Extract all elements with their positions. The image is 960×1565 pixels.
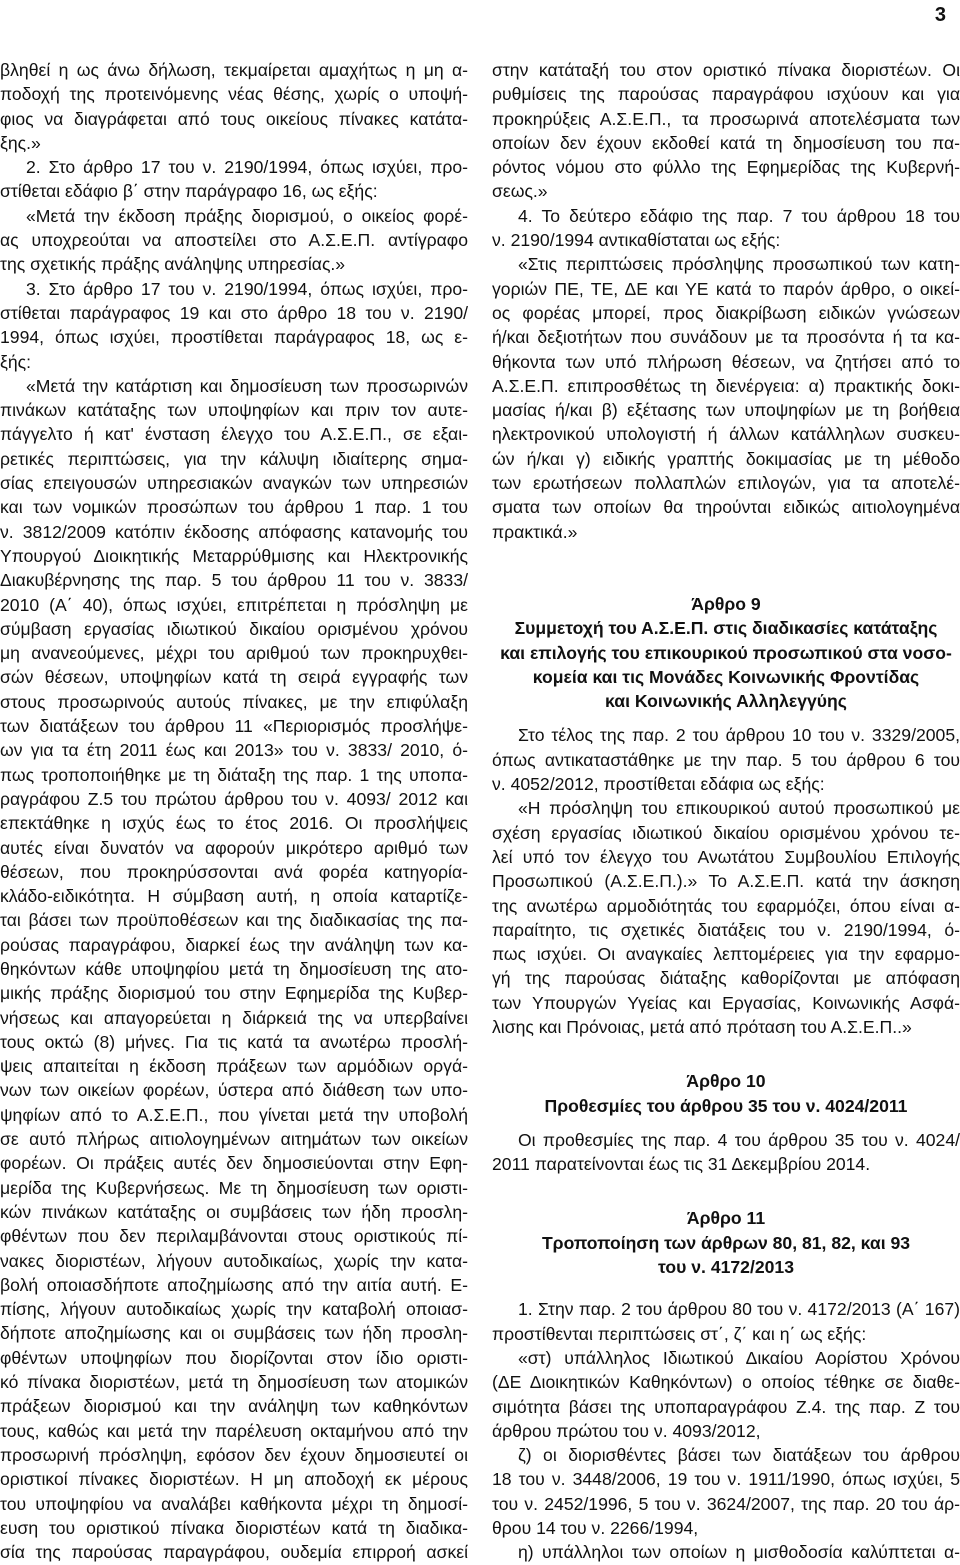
text-line: κλάδο-ειδικότητα. Η σύμβαση αυτή, η οποία καταρτίζε- — [0, 886, 468, 907]
text-line: 1. Στην παρ. 2 του άρθρου 80 του ν. 4172/2013 (Α΄ 167) — [518, 1299, 960, 1320]
text-line: λεί υπό τον έλεγχο του Ανωτάτου Συμβουλίου Επιλογής — [492, 846, 960, 867]
text-line: Προσωπικού (Α.Σ.Ε.Π.).» Το Α.Σ.Ε.Π. κατά την άσκηση — [492, 871, 960, 892]
spacer — [492, 1279, 960, 1297]
text-line: φορέων. Οι πράξεις αυτές δεν δημοσιεύονται στην Εφη- — [0, 1153, 468, 1174]
text-line: κών πινάκων κατάταξης οι συμβάσεις των ήδη προσλη- — [0, 1201, 468, 1222]
text-line: ται βάσει των προϋποθέσεων και της διαδικασίας της πα- — [0, 910, 468, 931]
spacer — [492, 1118, 960, 1128]
text-line: γοριών ΠΕ, ΤΕ, ΔΕ και ΥΕ κατά το παρόν άρθρο, ο οικεί- — [492, 278, 960, 299]
text-line: όπως αντικαταστάθηκε με την παρ. 5 του άρθρου 6 του — [492, 749, 960, 770]
article-10-title: Άρθρο 10 — [686, 1071, 766, 1092]
left-column — [0, 58, 468, 1564]
text-line: θρου 14 του ν. 2266/1994, — [492, 1518, 699, 1539]
text-line: 2. Στο άρθρο 17 του ν. 2190/1994, όπως ισχύει, προ- — [26, 157, 468, 178]
text-line: ηλεκτρονικού υπολογιστή ή άλλων κατάλληλων συσκευ- — [492, 424, 960, 445]
text-line: πρακτικά.» — [492, 521, 578, 542]
text-line: ξής: — [0, 351, 32, 372]
text-line: μικής πράξης διορισμού του στην Εφημερίδα της Κυβερ- — [0, 983, 468, 1004]
text-line: ψηφίων από το Α.Σ.Ε.Π., που γίνεται μετά την υποβολή — [0, 1104, 468, 1125]
text-line: ος φορέας μπορεί, προς διακρίβωση ειδικών γνώσεων — [492, 302, 960, 323]
text-line: σών θέσεων, υποψηφίων κατά τη σειρά εγγραφής των — [0, 667, 468, 688]
text-line: Οι προθεσμίες της παρ. 4 του άρθρου 35 του ν. 4024/ — [518, 1129, 960, 1150]
text-line: πως τροποποιήθηκε με τη διάταξη της παρ. 1 της υποπα- — [0, 764, 468, 785]
text-line: Στο τέλος της παρ. 2 του άρθρου 10 του ν. 3329/2005, — [518, 725, 960, 746]
text-line: πως ισχύει. Οι αναγκαίες λεπτομέρειες για την εφαρμο- — [492, 944, 960, 965]
text-line: προσωρινή πρόσληψη, εφόσον δεν έχουν δημοσιευτεί οι — [0, 1444, 468, 1465]
text-line: του ν. 2452/1996, 5 του ν. 3624/2007, της παρ. 20 του άρ- — [492, 1493, 960, 1514]
text-line: ραγράφου Ζ.5 του πρώτου άρθρου του ν. 4093/ 2012 και — [0, 788, 468, 809]
article-9-heading-line: και Κοινωνικής Αλληλεγγύης — [605, 691, 847, 712]
text-line: οποίων δεν έχουν εκδοθεί κατά τη δημοσίευση του πα- — [492, 132, 960, 153]
text-line: φθέντων που δεν περιλαμβάνονται στους οριστικούς πί- — [0, 1226, 468, 1247]
spacer — [492, 1039, 960, 1069]
text-line: τους οκτώ (8) μήνες. Για τις κατά τα ανωτέρω προσλή- — [0, 1031, 468, 1052]
spacer — [492, 544, 960, 592]
spacer — [492, 713, 960, 723]
text-line: πινάκων κατάταξης των υποψηφίων και πριν τον αυτε- — [0, 400, 468, 421]
text-line: στην κατάταξή του στον οριστικό πίνακα διοριστέων. Οι — [492, 60, 960, 80]
text-line: ών ή/και γ) ειδικής γραπτής δοκιμασίας με τη μέθοδο — [492, 448, 960, 469]
spacer — [492, 1176, 960, 1206]
text-line: ων για τα έτη 2011 έως και 2013» του ν. 3833/ 2010, ό- — [0, 740, 468, 761]
text-line: ξης.» — [0, 132, 41, 153]
text-line: φθέντων υποψηφίων που διορίζονται στον ίδιο οριστι- — [0, 1347, 468, 1368]
text-line: ν. 4052/2012, προστίθεται εδάφια ως εξής: — [492, 774, 825, 795]
text-line: «Μετά την έκδοση πράξης διορισμού, ο οικείος φορέ- — [26, 205, 468, 226]
text-line: προστίθενται περιπτώσεις στ΄, ζ΄ και η΄ ως εξής: — [492, 1323, 867, 1344]
text-line: «στ) υπάλληλος Ιδιωτικού Δικαίου Αορίστου Χρόνου — [518, 1347, 960, 1368]
text-line: βληθεί η ως άνω δήλωση, τεκμαίρεται αμαχήτως η μη α- — [0, 60, 468, 80]
text-line: ρυθμίσεις της παρούσας παραγράφου ισχύουν και για — [492, 84, 960, 105]
article-9-title: Άρθρο 9 — [691, 593, 761, 614]
article-11-title: Άρθρο 11 — [686, 1208, 766, 1229]
text-line: ν. 2190/1994 αντικαθίσταται ως εξής: — [492, 230, 781, 251]
text-line: μασίας ή/και β) εξέτασης των υποψηφίων με τη βοήθεια — [492, 400, 960, 421]
text-line: ευση του οριστικού πίνακα διοριστέων κατά τη διαδικα- — [0, 1517, 468, 1538]
text-line: «Μετά την κατάρτιση και δημοσίευση των προσωρινών — [26, 375, 468, 396]
text-line: φιος να διαγράφεται από τους οικείους πίνακες κατάτα- — [0, 108, 468, 129]
article-9-heading-line: Συμμετοχή του Α.Σ.Ε.Π. στις διαδικασίες κατάταξης — [514, 618, 938, 639]
text-line: και των νομικών προσώπων του άρθρου 1 παρ. 1 του — [0, 497, 468, 518]
text-line: ποδοχή της προτεινόμενης νέας θέσης, χωρίς ο υποψή- — [0, 84, 468, 105]
text-line: «Στις περιπτώσεις πρόσληψης προσωπικού των κατη- — [518, 254, 960, 275]
text-line: ας υποχρεούται να αποστείλει στο Α.Σ.Ε.Π. αντίγραφο — [0, 230, 468, 251]
text-line: 18 του ν. 3448/2006, 19 του ν. 1911/1990, όπως ισχύει, 5 — [492, 1469, 960, 1490]
text-line: Διακυβέρνησης της παρ. 5 του άρθρου 11 του ν. 3833/ — [0, 570, 468, 591]
text-line: της ανωτέρω αρμοδιότητάς του εφαρμόζει, όπου είναι α- — [492, 895, 960, 916]
text-line: στίθεται παράγραφος 19 και στο άρθρο 18 του ν. 2190/ — [0, 302, 468, 323]
text-line: του υποψηφίου να αναλάβει καθήκοντα μέχρι τη δημοσί- — [0, 1493, 468, 1514]
article-9-heading-line: κομεία και τις Μονάδες Κοινωνικής Φροντίδας — [532, 666, 920, 687]
article-11-heading-line: Τροποποίηση των άρθρων 80, 81, 82, και 93 — [541, 1232, 911, 1253]
text-line: άρθρου πρώτου του ν. 4093/2012, — [492, 1420, 761, 1441]
text-line: η) υπάλληλοι των οποίων η μισθοδοσία καλύπτεται α- — [518, 1542, 960, 1563]
text-line: Α.Σ.Ε.Π. επιπροσθέτως τη διενέργεια: α) πρακτικής δοκι- — [492, 375, 960, 396]
text-line: σματα των οποίων θα τηρούνται ειδικώς αιτιολογημένα — [492, 497, 960, 518]
article-10-heading-line: Προθεσμίες του άρθρου 35 του ν. 4024/2011 — [544, 1095, 908, 1116]
text-line: μη ανανεούμενες, μέχρι του αριθμού των προκηρυχθει- — [0, 643, 468, 664]
text-line: στίθεται εδάφιο β΄ στην παράγραφο 16, ως εξής: — [0, 181, 378, 202]
text-line: πάγγελτο ή κατ' ένσταση έλεγχο του Α.Σ.Ε.Π., σε εξαι- — [0, 424, 468, 445]
text-line: «Η πρόσληψη του επικουρικού αυτού προσωπικού με — [518, 798, 960, 819]
text-line: 2011 παρατείνονται έως τις 31 Δεκεμβρίου 2014. — [492, 1154, 871, 1175]
text-line: κό πίνακα διοριστέων, μετά τη δημοσίευση των ατομικών — [0, 1372, 468, 1393]
text-line: νων των οικείων φορέων, ύστερα από διάθεση των υπο- — [0, 1080, 468, 1101]
text-line: αυτές είναι δυνατόν να αφορούν μικρότερο αριθμό των — [0, 837, 468, 858]
text-line: λισης και Πρόνοιας, μετά από πρόταση του Α.Σ.Ε.Π..» — [492, 1016, 912, 1037]
text-line: σιμότητα βάσει της υποπαραγράφου Ζ.4. της παρ. Ζ του — [492, 1396, 960, 1417]
text-line: σίας επειγουσών υπηρεσιακών αναγκών των υπηρεσιών — [0, 473, 468, 494]
right-column — [492, 58, 960, 1565]
text-line: των ερωτήσεων πολλαπλών επιλογών, για τα αποτελέ- — [492, 473, 960, 494]
text-line: προκηρύξεις Α.Σ.Ε.Π., τα προσωρινά αποτελέσματα των — [492, 108, 960, 129]
text-line: σε αυτό πλήρως αιτιολογημένων αιτημάτων των οικείων — [0, 1129, 468, 1150]
text-line: νακες διοριστέων, λήγουν αυτοδικαίως, χωρίς την κατα- — [0, 1250, 468, 1271]
text-line: νήσεως και απαγορεύεται η διάρκειά της να υπερβαίνει — [0, 1007, 468, 1028]
text-line: των διατάξεων του άρθρου 11 «Περιορισμός προσλήψε- — [0, 716, 468, 737]
text-line: πίσης, λήγουν αυτοδικαίως χωρίς την καταβολή οποιασ- — [0, 1299, 468, 1320]
text-line: 3. Στο άρθρο 17 του ν. 2190/1994, όπως ισχύει, προ- — [26, 278, 468, 299]
text-line: τους, καθώς και μετά την παρέλευση οκταμήνου από την — [0, 1420, 468, 1441]
text-line: ψεις απαιτείται η έκδοση πράξεων των αρμόδιων οργά- — [0, 1056, 468, 1077]
text-line: δήποτε αποζημίωσης και οι συμβάσεις των ήδη προσλη- — [0, 1323, 468, 1344]
article-9-heading-line: και επιλογής του επικουρικού προσωπικού στα νοσο- — [500, 642, 952, 663]
text-line: θήκοντα των υπό πλήρωση θέσεων, να ζητήσει από το — [492, 351, 960, 372]
article-11-heading-line: του ν. 4172/2013 — [658, 1257, 794, 1278]
text-line: σύμβαση εργασίας ιδιωτικού δικαίου ορισμένου χρόνου — [0, 618, 468, 639]
text-line: Υπουργού Διοικητικής Μεταρρύθμισης και Ηλεκτρονικής — [0, 545, 468, 566]
text-line: σχέση εργασίας ιδιωτικού δικαίου ορισμένου χρόνου τε- — [492, 822, 960, 843]
text-line: των Υπουργών Υγείας και Εργασίας, Κοινωνικής Ασφά- — [492, 992, 960, 1013]
text-line: οριστικοί πίνακες διοριστέων. Η μη αποδοχή εκ μέρους — [0, 1469, 468, 1490]
text-line: ρετικές περιπτώσεις, για την κάλυψη ιδιαίτερης σημα- — [0, 448, 468, 469]
text-line: 2010 (Α΄ 40), όπως ισχύει, επιτρέπεται η πρόσληψη με — [0, 594, 468, 615]
text-line: θηκόντων κάθε υποψηφίου μετά τη δημοσίευση της ατο- — [0, 958, 468, 979]
text-line: ρόντος νόμου στο φύλλο της Εφημερίδας της Κυβερνή- — [492, 157, 960, 178]
text-line: παραίτητο, τις σχετικές διατάξεις του ν. 2190/1994, ό- — [492, 919, 960, 940]
text-line: μερίδα της Κυβερνήσεως. Με τη δημοσίευση των οριστι- — [0, 1177, 468, 1198]
text-line: στους προσωρινούς αυτούς πίνακες, με την επιφύλαξη — [0, 691, 468, 712]
text-line: ν. 3812/2009 κατόπιν έκδοσης απόφασης κατανομής του — [0, 521, 468, 542]
text-line: ή/και δεξιοτήτων που συνάδουν με τα προσόντα ή τα κα- — [492, 327, 960, 348]
text-line: γή της παρούσας διάταξης καθορίζονται με απόφαση — [492, 968, 960, 989]
text-line: σεως.» — [492, 181, 548, 202]
text-line: επεκτάθηκε η ισχύς έως το έτος 2016. Οι προσλήψεις — [0, 813, 468, 834]
text-line: (ΔΕ Διοικητικών Καθηκόντων) ο οποίος τέθηκε σε διαθε- — [492, 1372, 960, 1393]
text-line: ζ) οι διορισθέντες βάσει των διατάξεων του άρθρου — [518, 1445, 960, 1466]
text-line: θέσεων, που προκηρύσσονται ανά φορέα κατηγορία- — [0, 861, 468, 882]
text-line: βολή οποιασδήποτε αποζημίωσης από την αιτία αυτή. Ε- — [0, 1274, 468, 1295]
page-number: 3 — [934, 4, 946, 26]
text-line: της σχετικής πράξης ανάληψης υπηρεσίας.» — [0, 254, 346, 275]
text-line: 4. Το δεύτερο εδάφιο της παρ. 7 του άρθρου 18 του — [518, 205, 960, 226]
text-line: ρούσας παραγράφου, διαρκεί έως την ανάληψη των κα- — [0, 934, 468, 955]
text-line: πράξεων διορισμού και την ανάληψη των καθηκόντων — [0, 1396, 468, 1417]
text-line: σία της παρούσας παραγράφου, ουδεμία επιρροή ασκεί — [0, 1542, 468, 1563]
text-line: 1994, όπως ισχύει, προστίθεται παράγραφος 18, ως ε- — [0, 327, 468, 348]
